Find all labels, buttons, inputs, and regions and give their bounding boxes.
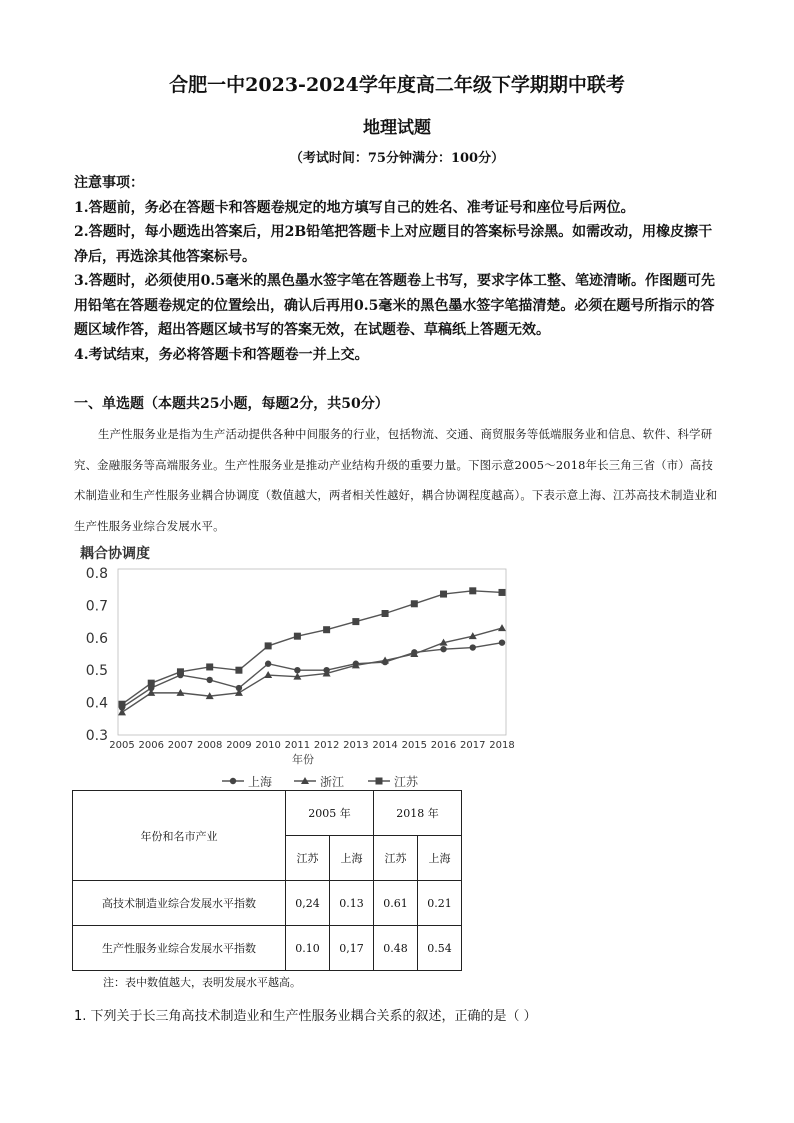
table-cell: 0.21 [418, 881, 462, 926]
table-row [73, 926, 462, 971]
data-point-square [323, 626, 330, 633]
x-tick-label: 2008 [196, 740, 223, 751]
x-tick-label: 2013 [343, 740, 369, 751]
x-tick-label: 2011 [284, 740, 311, 751]
x-tick-label: 2007 [167, 740, 194, 751]
notices-heading: 注意事项： [74, 175, 144, 191]
subject-title: 地理试题 [363, 118, 431, 138]
data-point-square [177, 668, 184, 675]
table-col-header: 江苏 [374, 836, 418, 881]
legend-marker-circle [230, 778, 236, 784]
table-corner: 年份和名市产业 [73, 791, 286, 881]
notice-item: 4.考试结束，务必将答题卡和答题卷一并上交。 [74, 346, 369, 363]
data-point-circle [470, 644, 476, 650]
table-cell: 0.48 [374, 926, 418, 971]
data-point-circle [265, 661, 271, 667]
data-point-triangle [118, 708, 126, 715]
data-point-triangle [498, 624, 506, 631]
data-point-square [411, 600, 418, 607]
x-tick-label: 2012 [313, 740, 340, 751]
passage-text: 生产性服务业是指为生产活动提供各种中间服务的行业，包括物流、交通、商贸服务等低端服务业和信息、软件、科学研究、金融服务等高端服务业。生产性服务业是推动产业结构升级的重要力量。下图示意2005～2018年长三角三省（市）高技术制造业和生产性服务业耦合协调度（数值越大，两者相关性越好，耦合协调程度越高）。下表示意上海、江苏高技术制造业和生产性服务业综合发展水平。 [74, 427, 718, 533]
notice-item: 2.答题时，每小题选出答案后，用2B铅笔把答题卡上对应题目的答案标号涂黑。如需改动，用橡皮擦干净后，再选涂其他答案标号。 [74, 224, 713, 265]
data-point-square [119, 701, 126, 708]
legend-label: 江苏 [394, 775, 419, 789]
development-table [72, 790, 462, 971]
x-tick-label: 2006 [138, 740, 164, 751]
table-cell: 0.13 [330, 881, 374, 926]
data-point-square [469, 587, 476, 594]
y-tick-label: 0.3 [85, 728, 108, 744]
table-row [73, 881, 462, 926]
notice-item: 1.答题前，务必在答题卡和答题卷规定的地方填写自己的姓名、准考证号和座位号后两位。 [74, 199, 635, 216]
x-tick-label: 2015 [401, 740, 428, 751]
x-tick-label: 2014 [372, 740, 398, 751]
data-point-circle [499, 639, 505, 645]
data-point-circle [294, 667, 300, 673]
table-row-label: 生产性服务业综合发展水平指数 [73, 926, 286, 971]
table-cell: 0,24 [286, 881, 330, 926]
y-tick-label: 0.8 [85, 566, 108, 582]
table-note: 注：表中数值越大，表明发展水平越高。 [103, 976, 301, 989]
exam-title: 合肥一中2023-2024学年度高二年级下学期期中联考 [169, 74, 625, 96]
legend-label: 上海 [248, 775, 273, 789]
y-tick-label: 0.6 [85, 630, 108, 647]
data-point-triangle [235, 689, 243, 696]
chart-ylabel: 耦合协调度 [80, 546, 150, 562]
legend-label: 浙江 [320, 775, 345, 789]
table-cell: 0.61 [374, 881, 418, 926]
legend-marker-square [376, 778, 383, 785]
x-tick-label: 2010 [255, 740, 281, 751]
data-point-circle [206, 677, 212, 683]
data-point-square [499, 589, 506, 596]
data-point-square [352, 618, 359, 625]
y-tick-label: 0.7 [85, 598, 108, 615]
y-tick-label: 0.4 [85, 695, 108, 712]
table-cell: 0.54 [418, 926, 462, 971]
data-point-square [265, 642, 272, 649]
data-point-square [206, 663, 213, 670]
table-cell: 0,17 [330, 926, 374, 971]
table-col-header: 江苏 [286, 836, 330, 881]
data-point-square [440, 591, 447, 598]
data-point-circle [440, 646, 446, 652]
notices [74, 171, 724, 367]
data-point-square [148, 680, 155, 687]
chart-xlabel: 年份 [292, 753, 314, 766]
question-1: 1. 下列关于长三角高技术制造业和生产性服务业耦合关系的叙述，正确的是（ ） [74, 1009, 537, 1024]
coupling-chart [72, 542, 532, 792]
exam-info: （考试时间：75分钟满分：100分） [289, 151, 505, 166]
x-tick-label: 2009 [226, 740, 252, 751]
x-tick-label: 2018 [489, 740, 515, 751]
section-title: 一、单选题（本题共25小题，每题2分，共50分） [74, 396, 389, 412]
table-year: 2018 年 [374, 791, 462, 836]
y-tick-label: 0.5 [85, 663, 108, 680]
notice-item: 3.答题时，必须使用0.5毫米的黑色墨水签字笔在答题卷上书写，要求字体工整、笔迹清晰。作图题可先用铅笔在答题卷规定的位置绘出，确认后再用0.5毫米的黑色墨水签字笔描清楚。必须在题号所指示的答题区域作答，超出答题区域书写的答案无效，在试题卷、草稿纸上答题无效。 [74, 273, 715, 338]
x-tick-label: 2005 [109, 740, 135, 751]
table-year: 2005 年 [286, 791, 374, 836]
table-row-label: 高技术制造业综合发展水平指数 [73, 881, 286, 926]
table-col-header: 上海 [418, 836, 462, 881]
table-col-header: 上海 [330, 836, 374, 881]
data-point-square [382, 610, 389, 617]
x-tick-label: 2016 [430, 740, 457, 751]
table-cell: 0.10 [286, 926, 330, 971]
data-point-square [235, 667, 242, 674]
x-tick-label: 2017 [460, 740, 486, 751]
data-point-square [294, 633, 301, 640]
